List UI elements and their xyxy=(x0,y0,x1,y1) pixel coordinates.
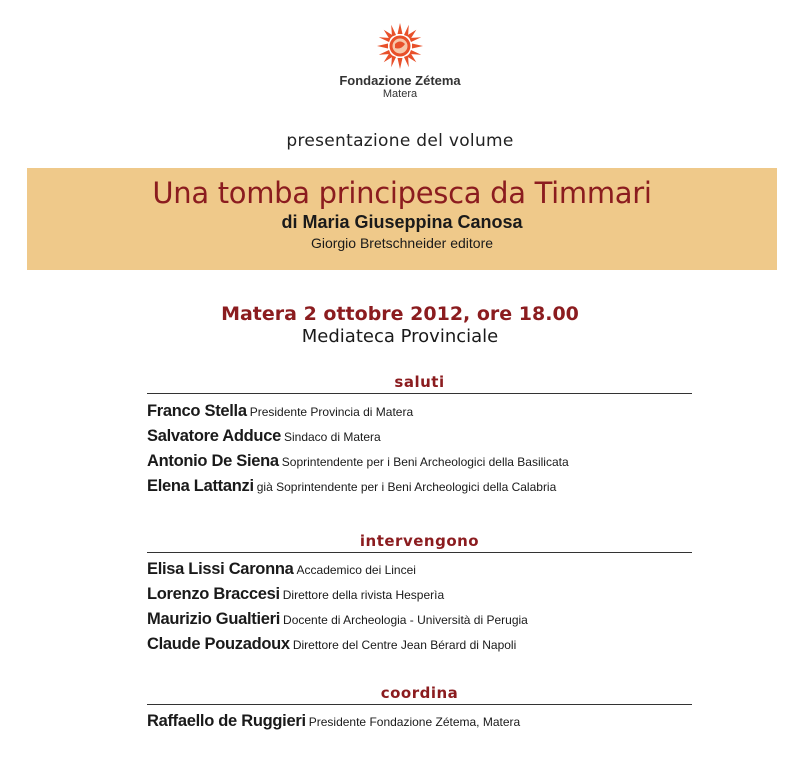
list-item xyxy=(147,473,692,498)
person-role: Presidente Provincia di Matera xyxy=(249,405,414,419)
person-role: già Soprintendente per i Beni Archeologici della Calabria xyxy=(256,480,557,494)
event-date: Matera 2 ottobre 2012, ore 18.00 xyxy=(221,303,579,325)
event-info xyxy=(0,302,800,348)
list-item xyxy=(147,556,692,581)
person-name: Elisa Lissi Caronna xyxy=(147,560,294,578)
intro-text: presentazione del volume xyxy=(286,131,514,151)
book-author: di Maria Giuseppina Canosa xyxy=(281,212,523,232)
person-name: Salvatore Adduce xyxy=(147,427,281,445)
list-item xyxy=(147,423,692,448)
saluti-list xyxy=(147,398,692,498)
coordina-list xyxy=(147,708,692,733)
person-name: Franco Stella xyxy=(147,402,247,420)
section-coordina xyxy=(147,683,692,733)
section-heading-coordina: coordina xyxy=(147,683,692,705)
list-item xyxy=(147,398,692,423)
person-role: Soprintendente per i Beni Archeologici della Basilicata xyxy=(281,455,569,469)
list-item xyxy=(147,708,692,733)
book-title: Una tomba principesca da Timmari xyxy=(152,176,652,210)
event-venue: Mediateca Provinciale xyxy=(301,326,499,347)
person-name: Maurizio Gualtieri xyxy=(147,610,281,628)
person-name: Lorenzo Braccesi xyxy=(147,585,280,603)
person-name: Antonio De Siena xyxy=(147,452,279,470)
list-item xyxy=(147,581,692,606)
list-item xyxy=(147,448,692,473)
person-name: Elena Lattanzi xyxy=(147,477,254,495)
section-intervengono xyxy=(147,531,692,656)
foundation-logo xyxy=(0,22,800,100)
person-role: Docente di Archeologia - Università di Perugia xyxy=(283,613,528,627)
section-saluti xyxy=(147,372,692,498)
list-item xyxy=(147,631,692,656)
intervengono-list xyxy=(147,556,692,656)
person-name: Raffaello de Ruggieri xyxy=(147,712,306,730)
section-heading-intervengono: intervengono xyxy=(147,531,692,553)
person-role: Accademico dei Lincei xyxy=(296,563,416,577)
org-name: Fondazione Zétema xyxy=(339,73,461,88)
org-city: Matera xyxy=(382,88,418,100)
person-role: Direttore della rivista Hesperìa xyxy=(282,588,445,602)
book-publisher: Giorgio Bretschneider editore xyxy=(310,235,494,251)
person-role: Sindaco di Matera xyxy=(283,430,381,444)
sun-logo-icon xyxy=(376,22,424,70)
list-item xyxy=(147,606,692,631)
section-heading-saluti: saluti xyxy=(147,372,692,394)
person-role: Direttore del Centre Jean Bérard di Napoli xyxy=(292,638,517,652)
person-name: Claude Pouzadoux xyxy=(147,635,290,653)
title-banner xyxy=(27,168,777,270)
person-role: Presidente Fondazione Zétema, Matera xyxy=(308,715,521,729)
